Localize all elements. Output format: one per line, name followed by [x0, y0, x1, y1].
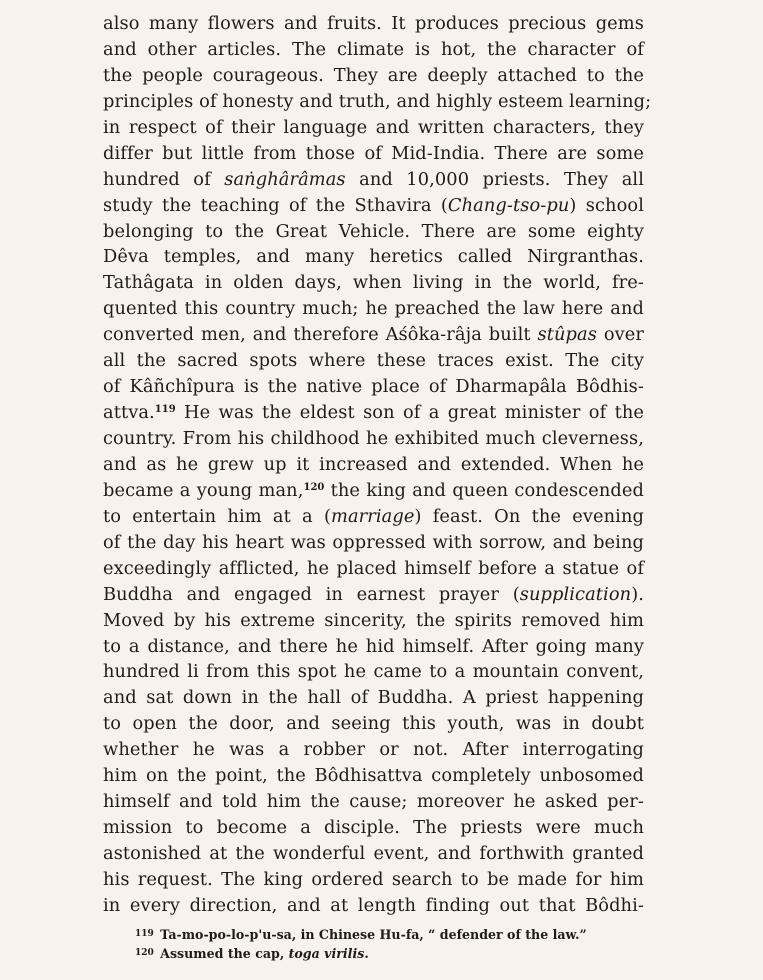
text-run: hundred of [103, 168, 225, 190]
text-run: exceedingly afflicted, he placed himself before a statue of [103, 557, 644, 579]
text-run: of Kâñchîpura is the native place of Dharmapâla Bôdhis- [103, 376, 644, 398]
text-line [103, 867, 644, 893]
text-run: mission to become a disciple. The priests were much [103, 817, 644, 839]
text-line [103, 608, 644, 634]
text-run: ) feast. On the evening [414, 505, 644, 527]
text-line [103, 711, 644, 737]
text-run: He was the eldest son of a great minister of the [175, 402, 644, 424]
text-run: quented this country much; he preached the law here and [103, 298, 644, 320]
text-run: and 10,000 priests. They all [345, 168, 644, 190]
footnotes [135, 925, 655, 963]
text-run: converted men, and therefore Aśôka-râja built [103, 324, 538, 346]
text-line [103, 374, 644, 400]
text-line [103, 167, 644, 193]
text-run: Moved by his extreme sincerity, the spirits removed him [103, 609, 644, 631]
text-line [103, 763, 644, 789]
text-line [103, 219, 644, 245]
text-line [103, 659, 644, 685]
text-line [103, 556, 644, 582]
text-run: in every direction, and at length finding out that Bôdhi- [103, 894, 644, 916]
text-run: whether he was a robber or not. After interrogating [103, 739, 644, 761]
text-line [103, 504, 644, 530]
text-line [103, 400, 644, 426]
text-line [103, 789, 644, 815]
text-run: himself and told him the cause; moreover he asked per- [103, 791, 644, 813]
text-line [103, 89, 652, 115]
text-run: country. From his childhood he exhibited much cleverness, [103, 428, 644, 449]
text-run: and other articles. The climate is hot, the character of [103, 38, 644, 60]
footnote-text: Ta-mo-po-lo-p'u-sa, in Chinese Hu-fa, “ defender of the law.” [155, 927, 587, 942]
text-line [103, 893, 644, 919]
footnote-text: . [364, 946, 369, 961]
footnote-120 [135, 944, 655, 963]
body-text [103, 11, 652, 919]
text-line [103, 582, 644, 608]
text-line [103, 426, 644, 452]
text-line [103, 452, 644, 478]
footnote-italic: toga virilis [288, 946, 365, 961]
text-run: and as he grew up it increased and extended. When he [103, 453, 644, 475]
italic-term: stûpas [537, 324, 597, 346]
text-line [103, 63, 644, 89]
text-run: all the sacred spots where these traces exist. The city [103, 350, 644, 372]
text-line [103, 322, 644, 348]
text-run: Buddha and engaged in earnest prayer ( [103, 583, 520, 605]
text-run: became a young man, [103, 479, 304, 501]
footnote-text: Assumed the cap, [155, 946, 289, 961]
italic-term: supplication [519, 583, 632, 605]
text-line [103, 115, 644, 141]
text-run: Dêva temples, and many heretics called Nirgranthas. [103, 246, 644, 268]
text-line [103, 815, 644, 841]
italic-term: marriage [331, 505, 415, 527]
text-run: differ but little from those of Mid-India. There are some [103, 142, 644, 164]
footnote-119 [135, 925, 655, 944]
text-line [103, 737, 644, 763]
italic-term: Chang-tso-pu [447, 194, 570, 216]
text-line [103, 11, 644, 37]
text-line [103, 530, 644, 556]
text-run: over [596, 324, 644, 346]
text-line [103, 270, 644, 296]
text-run: and sat down in the hall of Buddha. A priest happening [103, 687, 644, 709]
text-run: to a distance, and there he hid himself. After going many [103, 635, 644, 657]
text-line [103, 141, 644, 167]
text-line [103, 634, 644, 660]
text-run: to open the door, and seeing this youth, was in doubt [103, 713, 644, 735]
text-line [103, 478, 644, 504]
text-run: principles of honesty and truth, and highly esteem learning; [103, 90, 652, 112]
text-line [103, 244, 644, 270]
text-line [103, 841, 644, 867]
text-run: his request. The king ordered search to be made for him [103, 868, 644, 890]
text-run: him on the point, the Bôdhisattva completely unbosomed [103, 765, 644, 787]
text-line [103, 685, 644, 711]
text-line [103, 348, 644, 374]
text-run: ). [631, 583, 644, 605]
text-line [103, 193, 644, 219]
text-run: ) school [569, 194, 644, 216]
text-run: of the day his heart was oppressed with sorrow, and being [103, 531, 644, 553]
footnote-number: 120 [135, 948, 154, 958]
text-run: to entertain him at a ( [103, 505, 332, 527]
text-line [103, 37, 644, 63]
text-run: in respect of their language and written characters, they [103, 116, 644, 138]
text-run: astonished at the wonderful event, and forthwith granted [103, 843, 644, 864]
text-run: belonging to the Great Vehicle. There are some eighty [103, 220, 644, 242]
footnote-ref-120[interactable]: 120 [303, 481, 325, 493]
text-run: attva. [103, 402, 155, 424]
text-run: the people courageous. They are deeply attached to the [103, 64, 644, 86]
text-run: also many flowers and fruits. It produces precious gems [103, 13, 644, 34]
text-run: Tathâgata in olden days, when living in the world, fre- [103, 272, 644, 294]
text-line [103, 296, 644, 322]
text-run: the king and queen condescended [324, 479, 644, 501]
footnote-ref-119[interactable]: 119 [154, 404, 176, 416]
text-run: study the teaching of the Sthavira ( [103, 194, 448, 216]
footnote-number: 119 [135, 929, 154, 939]
italic-term: saṅghârâmas [224, 168, 346, 190]
text-run: hundred li from this spot he came to a mountain convent, [103, 661, 644, 683]
